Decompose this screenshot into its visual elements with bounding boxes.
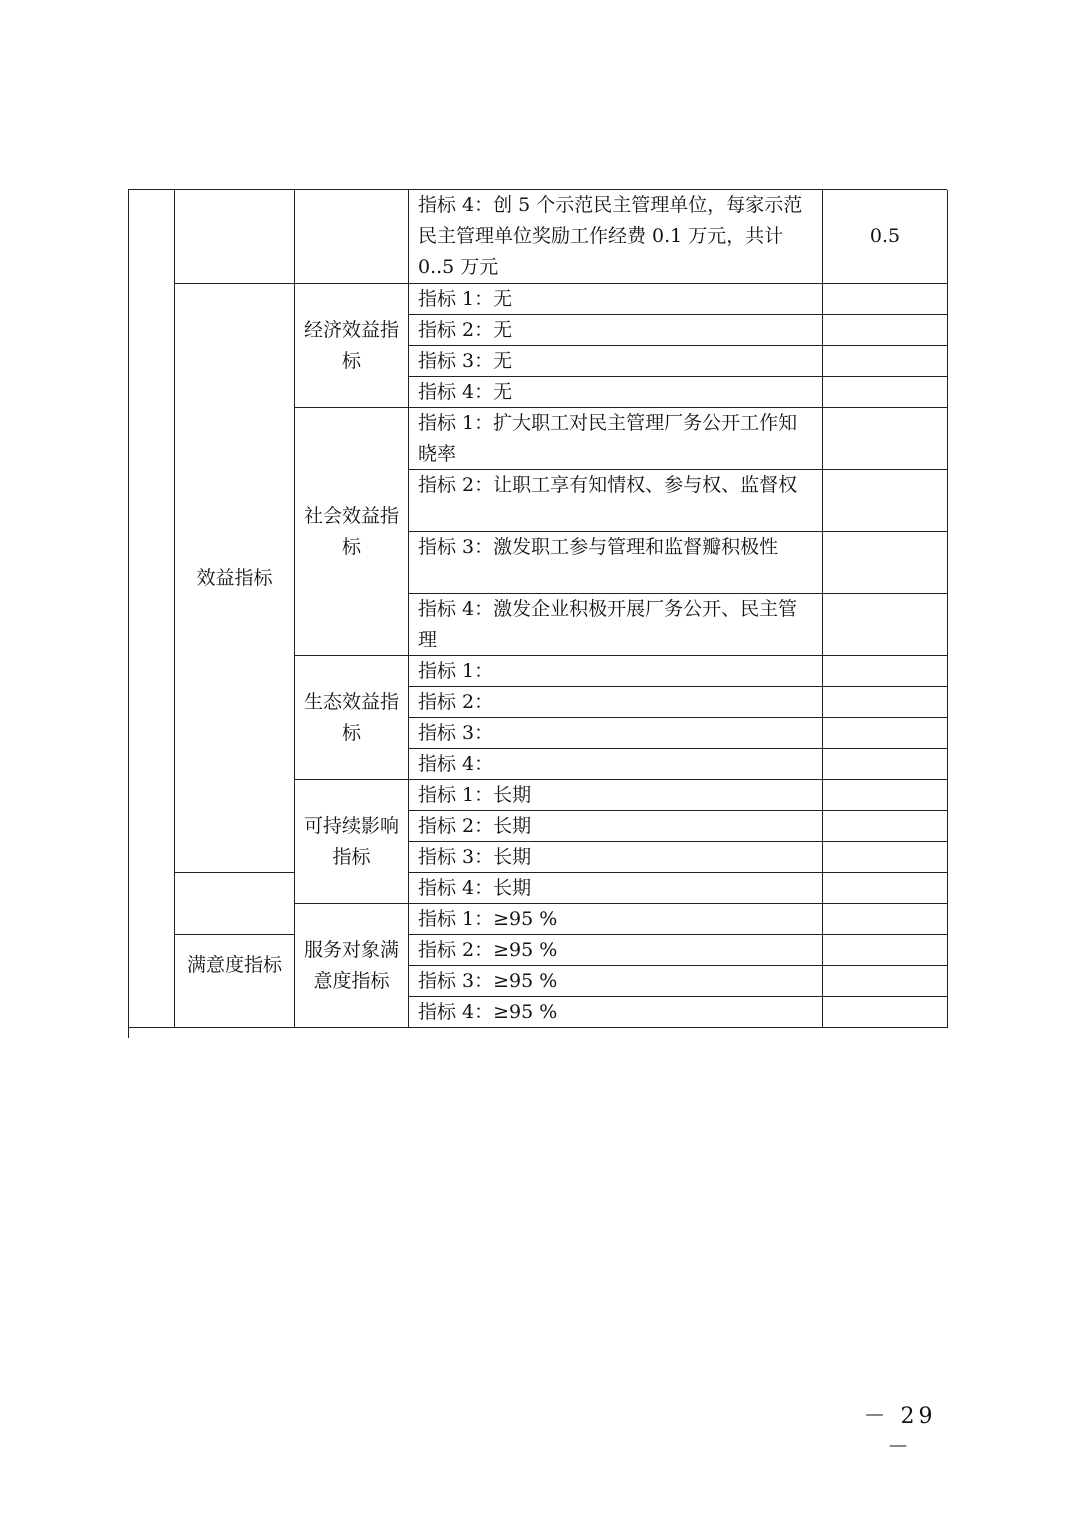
blank-level1-cell <box>175 190 295 284</box>
sustainable-indicator-1: 指标 1：长期 <box>409 780 823 811</box>
ecological-value-2 <box>823 687 948 718</box>
ecological-value-1 <box>823 656 948 687</box>
benefit-indicator-label: 效益指标 <box>175 284 295 873</box>
ecological-benefit-label: 生态效益指标 <box>295 656 409 780</box>
sustainable-value-3 <box>823 842 948 873</box>
service-value-4 <box>823 997 948 1028</box>
page-number: － 29 － <box>863 1404 937 1460</box>
service-indicator-1: 指标 1：≥95 % <box>409 904 823 935</box>
blank-level2-cell <box>295 190 409 284</box>
economic-indicator-2: 指标 2：无 <box>409 315 823 346</box>
economic-value-3 <box>823 346 948 377</box>
ecological-indicator-3: 指标 3： <box>409 718 823 749</box>
social-benefit-label: 社会效益指标 <box>295 408 409 656</box>
sustainable-value-2 <box>823 811 948 842</box>
performance-indicator-table <box>128 189 947 1038</box>
social-indicator-1: 指标 1：扩大职工对民主管理厂务公开工作知晓率 <box>409 408 823 470</box>
sustainable-value-4 <box>823 873 948 904</box>
satisfaction-indicator-label: 满意度指标 <box>175 904 295 1028</box>
service-value-3 <box>823 966 948 997</box>
service-indicator-4: 指标 4：≥95 % <box>409 997 823 1028</box>
social-indicator-2: 指标 2：让职工享有知情权、参与权、监督权 <box>409 470 823 532</box>
service-value-1 <box>823 904 948 935</box>
economic-indicator-3: 指标 3：无 <box>409 346 823 377</box>
sustainable-indicator-2: 指标 2：长期 <box>409 811 823 842</box>
social-indicator-3: 指标 3：激发职工参与管理和监督瓣积极性 <box>409 532 823 594</box>
ecological-value-3 <box>823 718 948 749</box>
service-satisfaction-label: 服务对象满意度指标 <box>295 904 409 1028</box>
economic-indicator-1: 指标 1：无 <box>409 284 823 315</box>
sustainable-indicator-4: 指标 4：长期 <box>409 873 823 904</box>
sustainable-impact-label: 可持续影响指标 <box>295 780 409 904</box>
economic-value-1 <box>823 284 948 315</box>
economic-indicator-4: 指标 4：无 <box>409 377 823 408</box>
service-value-2 <box>823 935 948 966</box>
social-value-3 <box>823 532 948 594</box>
top-indicator-text: 指标 4：创 5 个示范民主管理单位，每家示范民主管理单位奖励工作经费 0.1 万元，共计 0..5 万元 <box>409 190 823 284</box>
ecological-indicator-2: 指标 2： <box>409 687 823 718</box>
economic-value-4 <box>823 377 948 408</box>
top-indicator-value: 0.5 <box>823 190 948 284</box>
service-indicator-2: 指标 2：≥95 % <box>409 935 823 966</box>
service-indicator-3: 指标 3：≥95 % <box>409 966 823 997</box>
ecological-value-4 <box>823 749 948 780</box>
sustainable-indicator-3: 指标 3：长期 <box>409 842 823 873</box>
sustainable-value-1 <box>823 780 948 811</box>
social-indicator-4: 指标 4：激发企业积极开展厂务公开、民主管理 <box>409 594 823 656</box>
social-value-1 <box>823 408 948 470</box>
blank-first-column <box>129 190 175 1028</box>
economic-value-2 <box>823 315 948 346</box>
social-value-4 <box>823 594 948 656</box>
economic-benefit-label: 经济效益指标 <box>295 284 409 408</box>
ecological-indicator-1: 指标 1： <box>409 656 823 687</box>
social-value-2 <box>823 470 948 532</box>
ecological-indicator-4: 指标 4： <box>409 749 823 780</box>
